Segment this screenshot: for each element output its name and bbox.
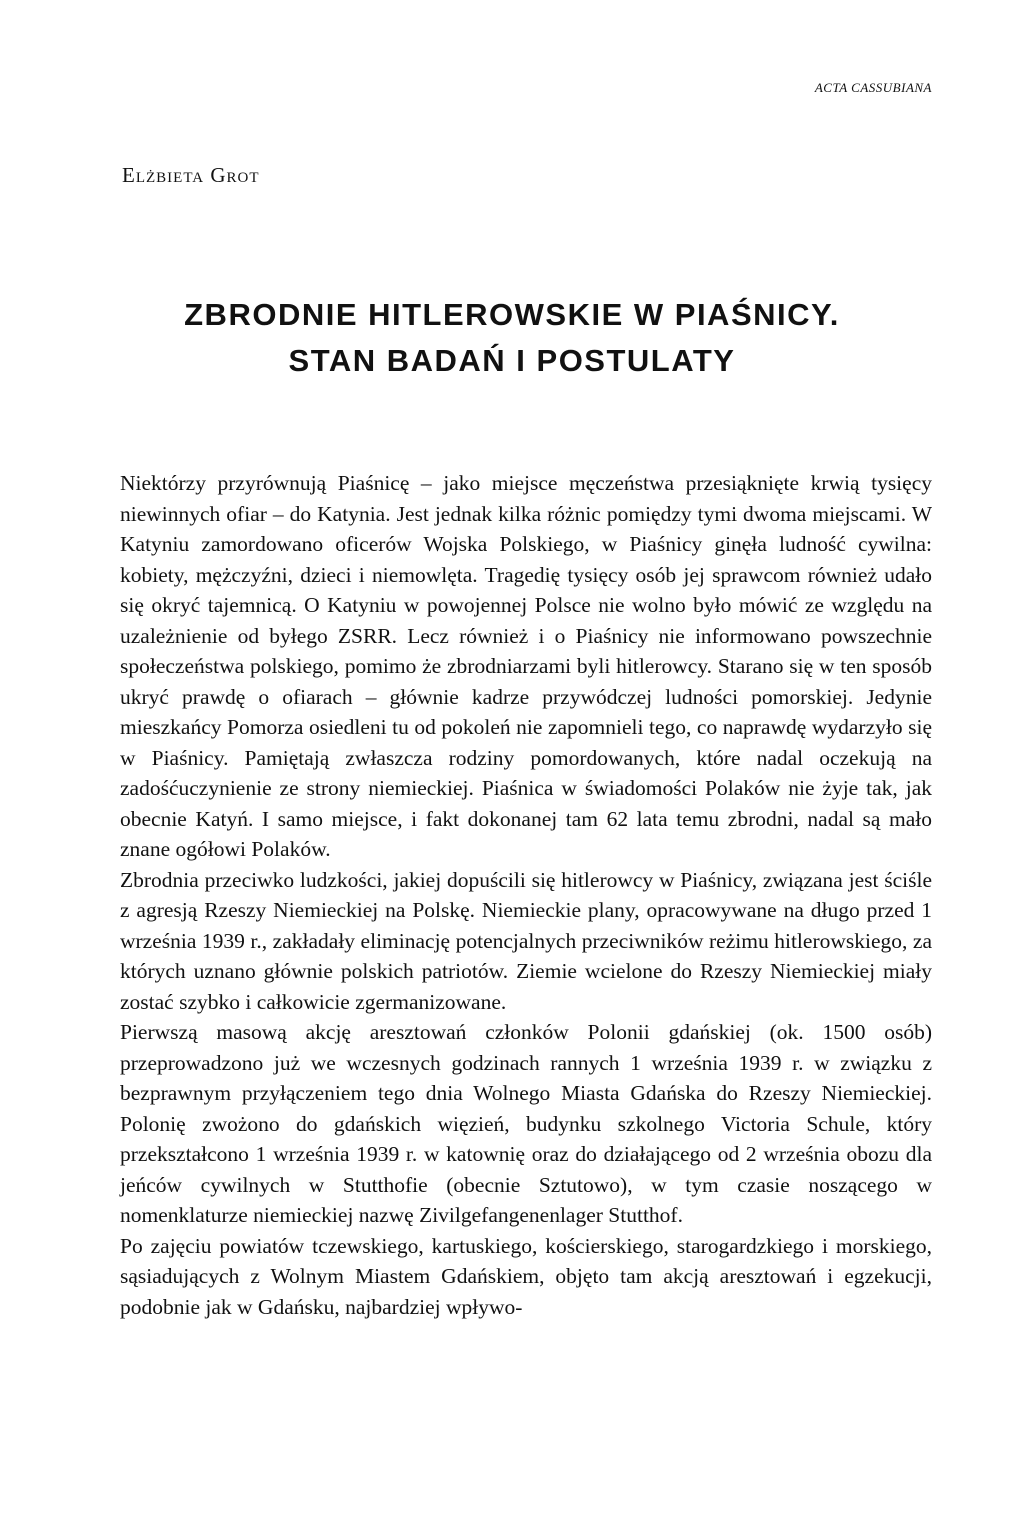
article-author: Elżbieta Grot [122,163,260,187]
body-paragraph-4: Po zajęciu powiatów tczewskiego, kartuskiego, kościerskiego, starogardzkiego i morskiego, sąsiadujących z Wolnym Miastem Gdańskiem, objęto tam akcją aresztowań i egzekucji, podobnie jak w Gdańsku, najbardziej wpływo- [120,1233,932,1319]
body-paragraph-3: Pierwszą masową akcję aresztowań członków Polonii gdańskiej (ok. 1500 osób) przeprowadzono już we wczesnych godzinach rannych 1 września 1939 r. w związku z bezprawnym przyłączeniem tego dnia Wolnego Miasta Gdańska do Rzeszy Niemieckiej. Polonię zwożono do gdańskich więzień, budynku szkolnego Victoria Schule, który przekształcono 1 września 1939 r. w katownię oraz do działającego od 2 września obozu dla jeńców cywilnych w Stutthofie (obecnie Sztutowo), w tym czasie noszącego w nomenklaturze niemieckiej nazwę Zivilgefangenenlager Stutthof. [120,1020,932,1227]
title-line-1: ZBRODNIE HITLEROWSKIE W PIAŚNICY. [184,297,840,332]
journal-running-header: ACTA CASSUBIANA [814,80,932,95]
title-line-2: STAN BADAŃ I POSTULATY [288,343,736,378]
body-paragraph-2: Zbrodnia przeciwko ludzkości, jakiej dopuścili się hitlerowcy w Piaśnicy, związana jest ściśle z agresją Rzeszy Niemieckiej na Polskę. Niemieckie plany, opracowywane na długo przed 1 września 1939 r., zakładały eliminację potencjalnych przeciwników reżimu hitlerowskiego, za których uznano głównie polskich patriotów. Ziemie wcielone do Rzeszy Niemieckiej miały zostać szybko i całkowicie zgermanizowane. [120,867,932,1014]
body-paragraph-1: Niektórzy przyrównują Piaśnicę – jako miejsce męczeństwa przesiąknięte krwią tysięcy niewinnych ofiar – do Katynia. Jest jednak kilka różnic pomiędzy tymi dwoma miejscami. W Katyniu zamordowano oficerów Wojska Polskiego, w Piaśnicy ginęła ludność cywilna: kobiety, mężczyźni, dzieci i niemowlęta. Tragedię tysięcy osób jej sprawcom również udało się okryć tajemnicą. O Katyniu w powojennej Polsce nie wolno było mówić ze względu na uzależnienie od byłego ZSRR. Lecz również i o Piaśnicy nie informowano powszechnie społeczeństwa polskiego, pomimo że zbrodniarzami byli hitlerowcy. Starano się w ten sposób ukryć prawdę o ofiarach – głównie kadrze przywódczej ludności pomorskiej. Jedynie mieszkańcy Pomorza osiedleni tu od pokoleń nie zapomnieli tego, co naprawdę wydarzyło się w Piaśnicy. Pamiętają zwłaszcza rodziny pomordowanych, które nadal oczekują na zadośćuczynienie ze strony niemieckiej. Piaśnica w świadomości Polaków nie żyje tak, jak obecnie Katyń. I samo miejsce, i fakt dokonanej tam 62 lata temu zbrodni, nadal są mało znane ogółowi Polaków. [120,471,932,861]
article-body [120,468,932,1322]
article-title [0,292,1024,384]
